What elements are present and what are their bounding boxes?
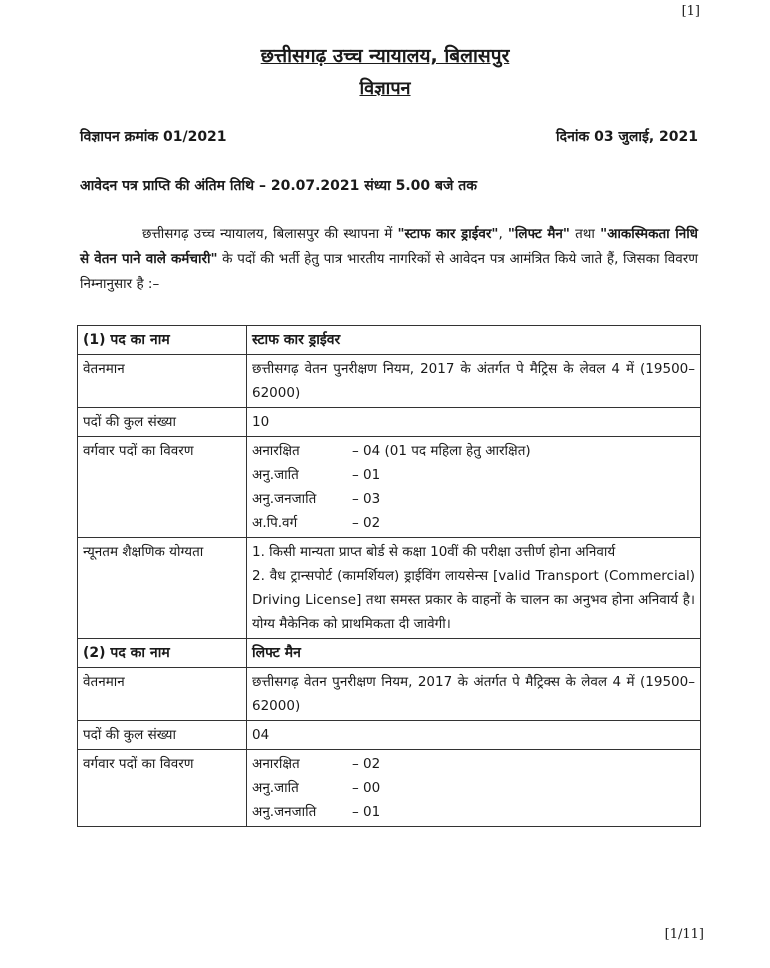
qualification-item: 1. किसी मान्यता प्राप्त बोर्ड से कक्षा 10वीं की परीक्षा उत्तीर्ण होना अनिवार्य — [252, 544, 616, 560]
post1-pay-value: छत्तीसगढ़ वेतन पुनरीक्षण नियम, 2017 के अंतर्गत पे मैट्रिस के लेवल 4 में (19500–62000) — [247, 355, 701, 408]
application-deadline: आवेदन पत्र प्राप्ति की अंतिम तिथि – 20.07.2021 संध्या 5.00 बजे तक — [80, 178, 478, 194]
category-name: अनु.जनजाति — [252, 491, 317, 507]
post1-name-row — [78, 326, 701, 355]
post2-pay-label: वेतनमान — [78, 668, 247, 721]
page-number-bottom: [1/11] — [664, 927, 704, 942]
post1-pay-row — [78, 355, 701, 408]
category-item — [252, 511, 695, 535]
post1-qualification-row — [78, 538, 701, 639]
qualification-item: 2. वैध ट्रान्सपोर्ट (कामर्शियल) ड्राईविंग लायसेन्स [valid Transport (Commercial) Driving License] तथा समस्त प्रकार के वाहनों के चालन का अनुभव होना अनिवार्य है। योग्य मैकेनिक को प्राथमिकता दी जावेगी। — [252, 568, 695, 632]
post1-pay-label: वेतनमान — [78, 355, 247, 408]
category-value: – 02 — [352, 756, 381, 772]
post1-category-row — [78, 437, 701, 538]
intro-part1: छत्तीसगढ़ उच्च न्यायालय, बिलासपुर की स्थापना में — [142, 226, 398, 242]
category-value: – 02 — [352, 515, 381, 531]
category-value: – 01 — [352, 804, 381, 820]
intro-post3: "आकस्मिकता निधि से वेतन पाने वाले कर्मचारी" — [80, 226, 698, 267]
posts-table — [77, 325, 701, 827]
post1-qualification-value — [247, 538, 701, 639]
document-title: छत्तीसगढ़ उच्च न्यायालय, बिलासपुर — [260, 45, 510, 67]
category-item — [252, 463, 695, 487]
category-item — [252, 752, 695, 776]
post2-category-row — [78, 750, 701, 827]
category-name: अनारक्षित — [252, 443, 300, 459]
category-value: – 03 — [352, 491, 381, 507]
intro-paragraph — [80, 222, 698, 297]
intro-part2: के पदों की भर्ती हेतु पात्र भारतीय नागरिकों से आवेदन पत्र आमंत्रित किये जाते हैं, जिसका विवरण निम्नानुसार है :– — [80, 251, 699, 292]
post2-name-row — [78, 639, 701, 668]
advertisement-number: विज्ञापन क्रमांक 01/2021 — [80, 129, 227, 145]
intro-sep1: , — [498, 226, 508, 242]
post2-name: लिफ्ट मैन — [247, 639, 701, 668]
post1-category-label: वर्गवार पदों का विवरण — [78, 437, 247, 538]
post1-count-label: पदों की कुल संख्या — [78, 408, 247, 437]
category-item — [252, 487, 695, 511]
category-name: अनु.जनजाति — [252, 804, 317, 820]
advertisement-date: दिनांक 03 जुलाई, 2021 — [556, 129, 698, 145]
page-number-top: [1] — [681, 4, 700, 19]
post2-pay-row — [78, 668, 701, 721]
post1-name: स्टाफ कार ड्राईवर — [247, 326, 701, 355]
post2-count-value: 04 — [247, 721, 701, 750]
category-value: – 04 (01 पद महिला हेतु आरक्षित) — [352, 443, 531, 459]
category-name: अ.पि.वर्ग — [252, 515, 298, 531]
category-value: – 00 — [352, 780, 381, 796]
post1-count-row — [78, 408, 701, 437]
post1-qualification-label: न्यूनतम शैक्षणिक योग्यता — [78, 538, 247, 639]
post2-category-label: वर्गवार पदों का विवरण — [78, 750, 247, 827]
post1-category-list — [247, 437, 701, 538]
intro-sep2: तथा — [569, 226, 601, 242]
post2-count-label: पदों की कुल संख्या — [78, 721, 247, 750]
document-subtitle: विज्ञापन — [359, 78, 411, 99]
category-value: – 01 — [352, 467, 381, 483]
post1-label: (1) पद का नाम — [78, 326, 247, 355]
category-name: अनु.जाति — [252, 467, 299, 483]
category-name: अनु.जाति — [252, 780, 299, 796]
category-item — [252, 439, 695, 463]
category-item — [252, 776, 695, 800]
post1-count-value: 10 — [247, 408, 701, 437]
post2-count-row — [78, 721, 701, 750]
post2-label: (2) पद का नाम — [78, 639, 247, 668]
intro-post2: "लिफ्ट मैन" — [507, 226, 570, 242]
intro-post1: "स्टाफ कार ड्राईवर" — [397, 226, 499, 242]
category-name: अनारक्षित — [252, 756, 300, 772]
post2-category-list — [247, 750, 701, 827]
post2-pay-value: छत्तीसगढ़ वेतन पुनरीक्षण नियम, 2017 के अंतर्गत पे मैट्रिक्स के लेवल 4 में (19500–62000) — [247, 668, 701, 721]
category-item — [252, 800, 695, 824]
